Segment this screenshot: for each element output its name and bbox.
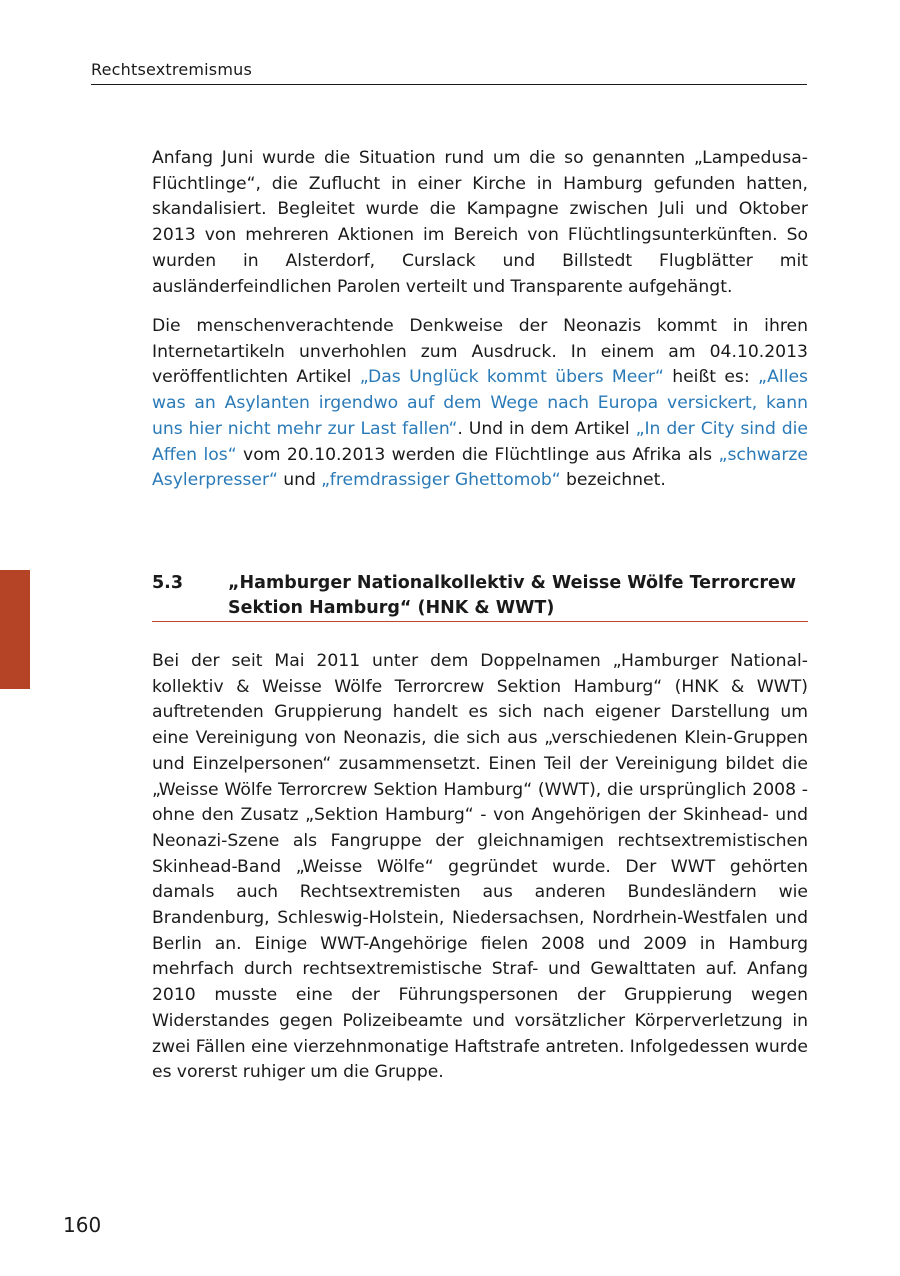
section-number: 5.3 [152,573,184,593]
quote-term: „schwarze Asylerpresser“ [152,444,809,491]
quote-article-title: „In der City sind die Affen los“ [152,418,808,465]
page-number: 160 [63,1213,102,1237]
paragraph-text: Die menschenverachtende Denkweise der Neonazis kommt in ihren Internetartikeln unverhohlen zum Ausdruck. In einem am 04.10.2013 veröffentlichten Artikel [152,316,808,388]
chapter-side-tab [0,570,30,689]
paragraph-text: . Und in dem Artikel [457,418,636,439]
paragraph-neonazi-articles [152,314,808,494]
running-head: Rechtsextremismus [91,60,252,79]
header-rule [91,84,807,85]
paragraph-refugees-campaign: Anfang Juni wurde die Situation rund um die so genannten „Lampedusa-Flüchtlinge“, die Zuflucht in einer Kirche in Hamburg gefunden hatten, skandalisiert. Begleitet wurde die Kampagne zwischen Juli und Oktober 2013 von mehreren Aktionen im Bereich von Flüchtlingsunterkünften. So wurden in Alsterdorf, Curslack und Billstedt Flugblätter mit ausländerfeindlichen Parolen verteilt und Transparente aufgehängt. [152,148,808,297]
paragraph-hnk-wwt: Bei der seit Mai 2011 unter dem Doppelnamen „Hamburger Nationalkollektiv & Weisse Wölfe Terrorcrew Sektion Hamburg“ (HNK & WWT) auftretenden Gruppierung handelt es sich nach eigener Darstellung um eine Vereinigung von Neonazis, die sich aus „verschiedenen Klein-Gruppen und Einzelpersonen“ zusammensetzt. Einen Teil der Vereinigung bildet die „Weisse Wölfe Terrorcrew Sektion Hamburg“ (WWT), die ursprünglich 2008 - ohne den Zusatz „Sektion Hamburg“ - von Angehörigen der Skinhead- und Neonazi-Szene als Fangruppe der gleichnamigen rechtsextremistischen Skinhead-Band „Weisse Wölfe“ gegründet wurde. Der WWT gehörten damals auch Rechtsextremisten aus anderen Bundesländern wie Brandenburg, Schleswig-Holstein, Niedersachsen, Nordrhein-Westfalen und Berlin an. Einige WWT-Angehörige fielen 2008 und 2009 in Hamburg mehrfach durch rechtsextremistische Straf- und Gewalttaten auf. Anfang 2010 musste eine der Führungspersonen der Gruppierung wegen Widerstandes gegen Polizeibeamte und vorsätzlicher Körperverletzung in zwei Fällen eine vierzehnmonatige Haftstrafe antreten. Infolgedessen wurde es vorerst ruhiger um die Gruppe. [152,651,808,1083]
section-title: „Hamburger Nationalkollektiv & Weisse Wölfe Terrorcrew Sektion Hamburg“ (HNK & WWT) [228,573,796,618]
paragraph-text: bezeichnet. [560,470,666,491]
quote-term: „fremdrassiger Ghettomob“ [321,470,561,491]
section-heading-rule [152,621,808,622]
paragraph-text: heißt es: [663,367,758,388]
quote-article-title: „Das Unglück kommt übers Meer“ [359,367,664,388]
paragraph-text: vom 20.10.2013 werden die Flüchtlinge aus Afrika als [236,444,719,465]
quote-citation: „Alles was an Asylanten irgendwo auf dem Wege nach Europa versickert, kann uns hier nicht mehr zur Last fallen“ [152,367,809,439]
paragraph-text: und [277,470,322,491]
